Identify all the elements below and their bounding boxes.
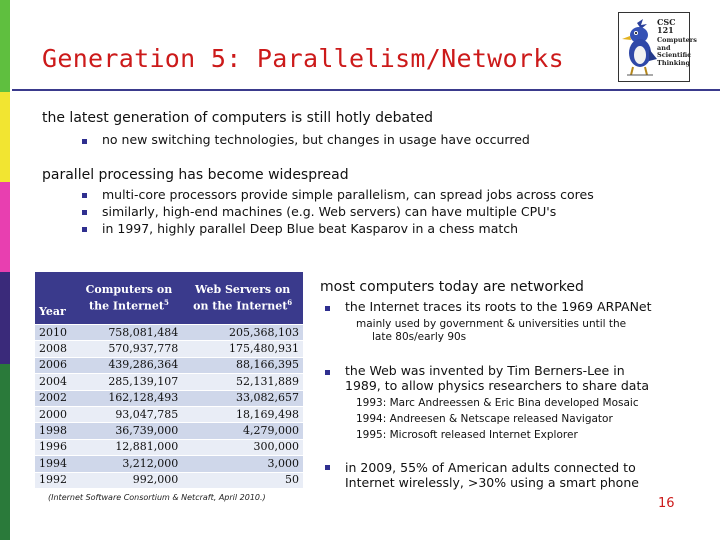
cell-computers: 570,937,778 <box>76 341 183 357</box>
sub-bullet-mosaic: 1993: Marc Andreessen & Eric Bina developed Mosaic <box>356 397 639 409</box>
cell-year: 2002 <box>35 390 76 406</box>
color-strip-4 <box>0 272 10 364</box>
header-computers-line1: Computers on <box>85 283 173 297</box>
header-servers-line1: Web Servers on <box>195 283 291 297</box>
table-header-row <box>35 272 303 325</box>
color-strip-2 <box>0 92 10 182</box>
cell-year: 2000 <box>35 406 76 422</box>
table-row <box>35 390 303 406</box>
cell-computers: 162,128,493 <box>76 390 183 406</box>
color-strip-1 <box>0 0 10 92</box>
color-strip-5 <box>0 364 10 540</box>
cell-servers: 18,169,498 <box>182 406 303 422</box>
bullet-multi-core: multi-core processors provide simple parallelism, can spread jobs across cores <box>102 187 594 202</box>
cell-computers: 93,047,785 <box>76 406 183 422</box>
cell-year: 1996 <box>35 439 76 455</box>
cell-computers: 285,139,107 <box>76 374 183 390</box>
cell-year: 1992 <box>35 472 76 488</box>
bird-mascot-icon <box>619 15 659 79</box>
sub-bullet-explorer: 1995: Microsoft released Internet Explorer <box>356 429 578 441</box>
cell-year: 2008 <box>35 341 76 357</box>
header-computers-line2: the Internet <box>88 299 164 313</box>
table-row <box>35 406 303 422</box>
cell-servers: 33,082,657 <box>182 390 303 406</box>
cell-servers: 88,166,395 <box>182 357 303 373</box>
internet-growth-table <box>35 272 303 488</box>
table-row <box>35 423 303 439</box>
cell-year: 1998 <box>35 423 76 439</box>
bullet-parallel-processing: parallel processing has become widespread <box>42 167 349 183</box>
bullet-networked: most computers today are networked <box>320 279 584 295</box>
bullet-marker <box>82 210 87 215</box>
color-strip-3 <box>0 182 10 272</box>
course-logo <box>618 12 697 82</box>
logo-line-4: Thinking <box>657 58 691 67</box>
bullet-marker <box>82 227 87 232</box>
header-computers-footnote: 5 <box>164 298 169 308</box>
cell-year: 2010 <box>35 325 76 341</box>
logo-course-code: CSC 121 <box>657 17 676 35</box>
header-year: Year <box>35 272 76 325</box>
cell-servers: 175,480,931 <box>182 341 303 357</box>
cell-servers: 205,368,103 <box>182 325 303 341</box>
cell-servers: 50 <box>182 472 303 488</box>
table-row <box>35 456 303 472</box>
bullet-marker <box>82 193 87 198</box>
logo-text <box>657 17 697 67</box>
cell-servers: 4,279,000 <box>182 423 303 439</box>
bullet-no-new-switching: no new switching technologies, but changes in usage have occurred <box>102 132 530 147</box>
bullet-wireless-line2: Internet wirelessly, >30% using a smart phone <box>345 475 639 490</box>
cell-computers: 36,739,000 <box>76 423 183 439</box>
sub-bullet-government-line1: mainly used by government & universities until the <box>356 318 627 330</box>
header-computers <box>76 272 183 325</box>
bullet-high-end-machines: similarly, high-end machines (e.g. Web servers) can have multiple CPU's <box>102 204 557 219</box>
slide-title: Generation 5: Parallelism/Networks <box>42 44 564 73</box>
bullet-arpanet: the Internet traces its roots to the 1969 ARPANet <box>345 299 652 314</box>
bullet-marker <box>82 139 87 144</box>
logo-line-3: Scientific <box>657 51 692 59</box>
header-servers-line2: on the Internet <box>193 299 288 313</box>
bullet-web-invented-line1: the Web was invented by Tim Berners-Lee in <box>345 363 625 378</box>
table-row <box>35 439 303 455</box>
table-row <box>35 325 303 341</box>
cell-computers: 12,881,000 <box>76 439 183 455</box>
bullet-marker <box>325 465 330 470</box>
cell-year: 2004 <box>35 374 76 390</box>
bullet-web-invented-line2: 1989, to allow physics researchers to share data <box>345 378 650 393</box>
table-row <box>35 357 303 373</box>
logo-line-2: and <box>657 43 671 52</box>
logo-line-1: Computers <box>657 36 697 44</box>
sub-bullet-navigator: 1994: Andreesen & Netscape released Navigator <box>356 413 613 425</box>
bullet-deep-blue: in 1997, highly parallel Deep Blue beat Kasparov in a chess match <box>102 221 519 236</box>
table-source-caption: (Internet Software Consortium & Netcraft, April 2010.) <box>48 493 266 502</box>
cell-computers: 758,081,484 <box>76 325 183 341</box>
bullet-latest-generation: the latest generation of computers is still hotly debated <box>42 110 434 126</box>
cell-servers: 3,000 <box>182 456 303 472</box>
bullet-wireless-line1: in 2009, 55% of American adults connected to <box>345 460 636 475</box>
page-number: 16 <box>658 496 675 511</box>
cell-computers: 3,212,000 <box>76 456 183 472</box>
bullet-marker <box>325 306 330 311</box>
table-row <box>35 472 303 488</box>
header-servers-footnote: 6 <box>287 298 293 308</box>
header-servers <box>182 272 303 325</box>
cell-computers: 992,000 <box>76 472 183 488</box>
table-row <box>35 341 303 357</box>
cell-computers: 439,286,364 <box>76 357 183 373</box>
table-row <box>35 374 303 390</box>
cell-servers: 300,000 <box>182 439 303 455</box>
sub-bullet-government-line2: late 80s/early 90s <box>372 331 467 343</box>
cell-year: 1994 <box>35 456 76 472</box>
cell-year: 2006 <box>35 357 76 373</box>
bullet-marker <box>325 370 330 375</box>
cell-servers: 52,131,889 <box>182 374 303 390</box>
title-rule <box>12 89 720 91</box>
